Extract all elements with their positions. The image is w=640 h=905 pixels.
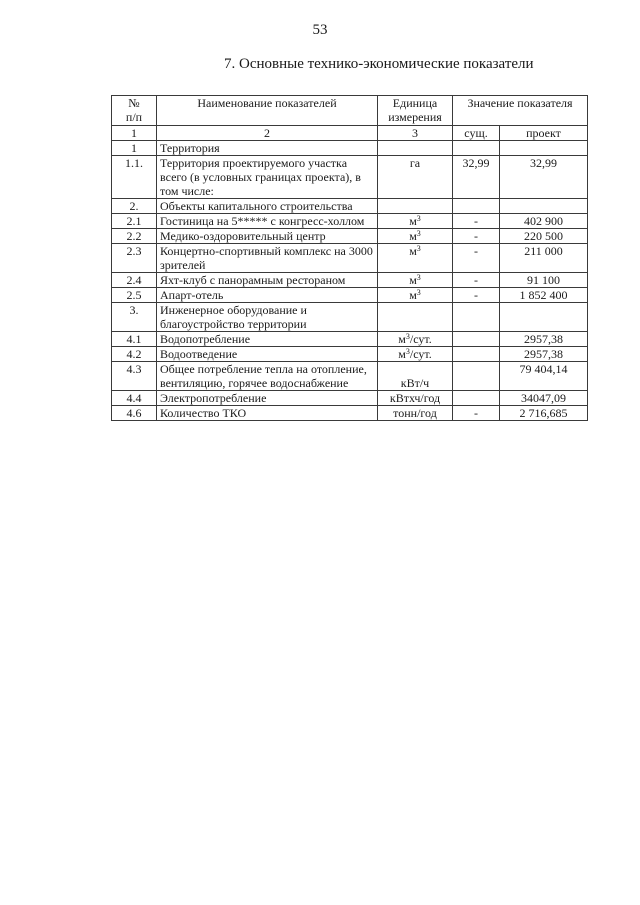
row-project: 34047,09 [500,391,588,406]
row-name: Апарт-отель [157,288,378,303]
header-num-label: № п/п [125,96,143,124]
table-row [112,347,588,362]
row-existing: - [453,406,500,421]
row-number: 4.2 [112,347,157,362]
row-name: Количество ТКО [157,406,378,421]
unit-text: кВтхч/год [389,391,441,405]
indicators-table [111,95,588,421]
row-name: Территория проектируемого участка всего (в условных границах проекта), в том числе: [157,156,378,199]
row-number: 4.1 [112,332,157,347]
table-row [112,288,588,303]
row-project: 220 500 [500,229,588,244]
row-project: 79 404,14 [500,362,588,391]
unit-superscript: 3 [416,214,421,223]
header-existing: сущ. [453,126,500,141]
table-row [112,303,588,332]
row-name: Объекты капитального строительства [157,199,378,214]
row-name: Общее потребление тепла на отопление, вентиляцию, горячее водоснабжение [157,362,378,391]
row-number: 2. [112,199,157,214]
table-row [112,199,588,214]
row-unit [378,229,453,244]
table-row [112,244,588,273]
row-project: 2957,38 [500,332,588,347]
header-value: Значение показателя [453,96,588,126]
row-unit [378,273,453,288]
row-unit [378,391,453,406]
row-number: 4.3 [112,362,157,391]
table-row [112,141,588,156]
header-project: проект [500,126,588,141]
row-unit [378,347,453,362]
table-row [112,406,588,421]
table-row [112,332,588,347]
row-project [500,303,588,332]
row-number: 2.2 [112,229,157,244]
table-body [112,141,588,421]
row-existing [453,362,500,391]
row-existing [453,332,500,347]
row-existing [453,391,500,406]
row-existing [453,303,500,332]
section-title: 7. Основные технико-экономические показатели [224,56,534,72]
table-row [112,156,588,199]
row-number: 2.1 [112,214,157,229]
row-project: 2957,38 [500,347,588,362]
row-name: Медико-оздоровительный центр [157,229,378,244]
row-unit [378,156,453,199]
row-unit [378,406,453,421]
row-existing: - [453,273,500,288]
row-existing: - [453,229,500,244]
row-existing: - [453,288,500,303]
row-project: 1 852 400 [500,288,588,303]
table-row [112,229,588,244]
table-row [112,214,588,229]
row-name: Водоотведение [157,347,378,362]
row-existing [453,141,500,156]
row-name: Концертно-спортивный комплекс на 3000 зрителей [157,244,378,273]
row-name: Электропотребление [157,391,378,406]
unit-suffix: /сут. [409,332,432,346]
unit-suffix: /сут. [409,347,432,361]
table-header [112,96,588,141]
row-name: Территория [157,141,378,156]
unit-superscript: 3 [416,288,421,297]
row-number: 4.4 [112,391,157,406]
row-unit [378,288,453,303]
row-name: Гостиница на 5***** с конгресс-холлом [157,214,378,229]
col-number-2: 2 [157,126,378,141]
row-project [500,199,588,214]
row-unit [378,244,453,273]
unit-text: м [409,273,417,287]
page-number: 53 [312,22,328,38]
unit-superscript: 3 [416,244,421,253]
row-existing: - [453,244,500,273]
unit-superscript: 3 [405,347,410,356]
row-number: 2.3 [112,244,157,273]
unit-text: га [409,156,421,170]
header-name: Наименование показателей [157,96,378,126]
row-number: 4.6 [112,406,157,421]
unit-superscript: 3 [416,273,421,282]
unit-text: м [409,288,417,302]
unit-text: м [409,214,417,228]
col-number-3: 3 [378,126,453,141]
unit-text: тонн/год [393,406,437,420]
row-unit [378,332,453,347]
row-name: Инженерное оборудование и благоустройство территории [157,303,378,332]
unit-superscript: 3 [416,229,421,238]
row-existing: 32,99 [453,156,500,199]
row-number: 3. [112,303,157,332]
table-row [112,391,588,406]
row-name: Яхт-клуб с панорамным рестораном [157,273,378,288]
unit-text: м [398,332,406,346]
table-row [112,273,588,288]
row-unit [378,303,453,332]
row-unit [378,362,453,391]
row-unit [378,214,453,229]
unit-text: кВт/ч [400,376,430,390]
row-project [500,141,588,156]
row-unit [378,199,453,214]
row-project: 402 900 [500,214,588,229]
unit-superscript: 3 [405,332,410,341]
row-existing: - [453,214,500,229]
row-project: 2 716,685 [500,406,588,421]
header-unit: Единица измерения [378,96,453,126]
unit-text: м [398,347,406,361]
table-row [112,362,588,391]
col-number-1: 1 [112,126,157,141]
row-project: 211 000 [500,244,588,273]
row-existing [453,347,500,362]
row-name: Водопотребление [157,332,378,347]
row-number: 2.4 [112,273,157,288]
unit-text: м [409,229,417,243]
row-unit [378,141,453,156]
header-num [112,96,157,126]
row-project: 91 100 [500,273,588,288]
row-number: 2.5 [112,288,157,303]
row-number: 1 [112,141,157,156]
unit-text: м [409,244,417,258]
row-number: 1.1. [112,156,157,199]
row-existing [453,199,500,214]
row-project: 32,99 [500,156,588,199]
